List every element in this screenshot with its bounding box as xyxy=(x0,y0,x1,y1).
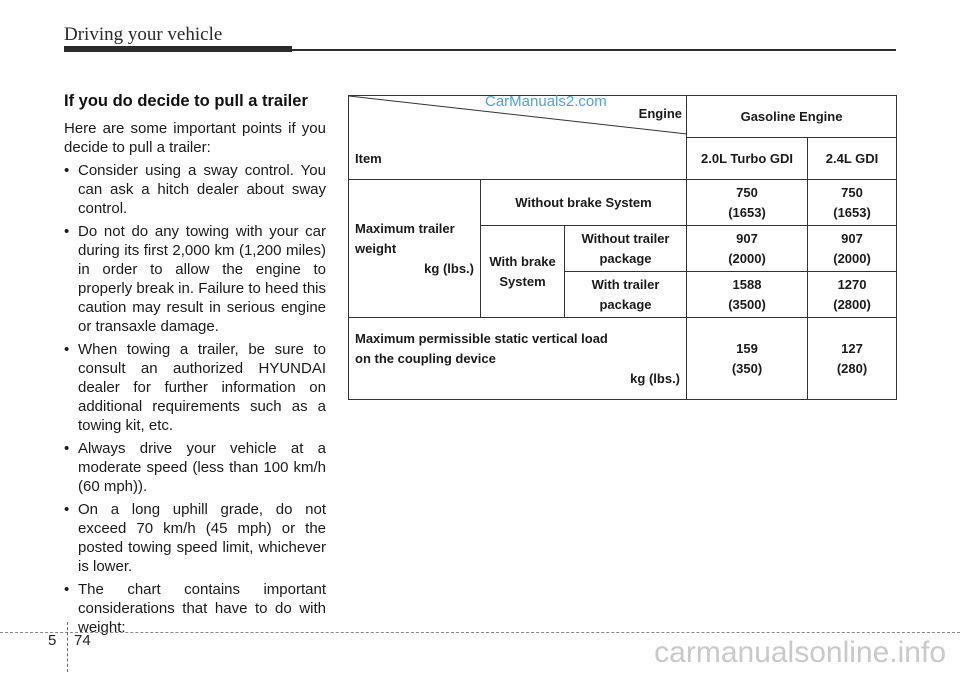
cell-value: 127 xyxy=(841,340,863,356)
bullet-icon: • xyxy=(64,440,70,457)
list-item xyxy=(64,340,326,435)
vertical-load-label xyxy=(349,318,687,400)
with-brake-label: With brake System xyxy=(481,226,565,318)
chapter-number: 5 xyxy=(48,632,57,649)
table-cell xyxy=(808,318,897,400)
list-item xyxy=(64,161,326,218)
cell-value-lbs: (350) xyxy=(731,360,763,376)
table-cell xyxy=(808,272,897,318)
running-header: Driving your vehicle xyxy=(64,24,223,45)
list-item xyxy=(64,580,326,637)
bullet-icon: • xyxy=(64,223,70,240)
bullet-icon: • xyxy=(64,341,70,358)
cell-value: 750 xyxy=(841,184,863,200)
vertical-load-line2: on the coupling device xyxy=(355,350,496,366)
without-trailer-package-label: Without trailer package xyxy=(565,226,687,272)
table-cell xyxy=(687,180,808,226)
cell-value: 750 xyxy=(736,184,758,200)
table-cell xyxy=(808,226,897,272)
cell-value-lbs: (280) xyxy=(836,360,868,376)
bullet-icon: • xyxy=(64,581,70,598)
header-rule-thin xyxy=(292,49,896,51)
section-title: If you do decide to pull a trailer xyxy=(64,92,308,110)
cell-value: 1588 xyxy=(732,276,762,292)
bullet-list xyxy=(64,161,326,637)
gasoline-engine-header: Gasoline Engine xyxy=(687,96,897,138)
left-column xyxy=(64,92,326,641)
cell-value-lbs: (2000) xyxy=(728,250,766,266)
page-number: 74 xyxy=(74,632,91,649)
table-corner-cell xyxy=(349,93,687,180)
cell-value: 1270 xyxy=(837,276,867,292)
corner-item-label: Item xyxy=(355,151,382,166)
cell-value-lbs: (2800) xyxy=(833,296,871,312)
table-cell xyxy=(687,318,808,400)
col-header-24-gdi: 2.4L GDI xyxy=(808,138,897,180)
header-rule-thick xyxy=(64,46,292,52)
max-trailer-weight-text: Maximum trailer weight xyxy=(355,220,455,256)
table-cell xyxy=(808,180,897,226)
watermark-logo: CarManuals2.com xyxy=(485,93,607,110)
watermark-footer: carmanualsonline.info xyxy=(654,636,946,669)
cell-value-lbs: (2000) xyxy=(833,250,871,266)
cell-value: 159 xyxy=(736,340,758,356)
list-item xyxy=(64,500,326,576)
unit-label: kg (lbs.) xyxy=(424,260,474,276)
cell-value-lbs: (1653) xyxy=(833,204,871,220)
bullet-text: Consider using a sway control. You can ask a hitch dealer about sway control. xyxy=(78,162,326,217)
bullet-text: On a long uphill grade, do not exceed 70 km/h (45 mph) or the posted towing speed limit, whichever is lower. xyxy=(78,501,326,575)
cell-value-lbs: (1653) xyxy=(728,204,766,220)
footer-dashed-rule xyxy=(0,632,960,633)
bullet-icon: • xyxy=(64,501,70,518)
bullet-text: Always drive your vehicle at a moderate speed (less than 100 km/h (60 mph)). xyxy=(78,440,326,495)
bullet-icon: • xyxy=(64,162,70,179)
with-trailer-package-label: With trailer package xyxy=(565,272,687,318)
list-item xyxy=(64,222,326,336)
col-header-20-turbo: 2.0L Turbo GDI xyxy=(687,138,808,180)
without-brake-label: Without brake System xyxy=(481,180,687,226)
bullet-text: Do not do any towing with your car during its first 2,000 km (1,200 miles) in order to allow the engine to properly break in. Failure to heed this caution may result in serious engine or transaxle damage. xyxy=(78,223,326,335)
table-cell xyxy=(687,226,808,272)
cell-value: 907 xyxy=(841,230,863,246)
bullet-text: When towing a trailer, be sure to consult an authorized HYUNDAI dealer for further information on additional requirements such as a towing kit, etc. xyxy=(78,341,326,434)
vertical-load-line1: Maximum permissible static vertical load xyxy=(355,330,608,346)
footer-dashed-divider xyxy=(67,622,68,672)
list-item xyxy=(64,439,326,496)
bullet-text: The chart contains important considerations that have to do with weight: xyxy=(78,581,326,636)
vertical-load-unit: kg (lbs.) xyxy=(630,370,681,386)
corner-engine-label: Engine xyxy=(638,106,683,121)
table-cell xyxy=(687,272,808,318)
cell-value-lbs: (3500) xyxy=(728,296,766,312)
max-trailer-weight-label xyxy=(349,180,481,318)
intro-paragraph: Here are some important points if you decide to pull a trailer: xyxy=(64,120,326,156)
cell-value: 907 xyxy=(736,230,758,246)
trailer-spec-table xyxy=(348,95,897,400)
